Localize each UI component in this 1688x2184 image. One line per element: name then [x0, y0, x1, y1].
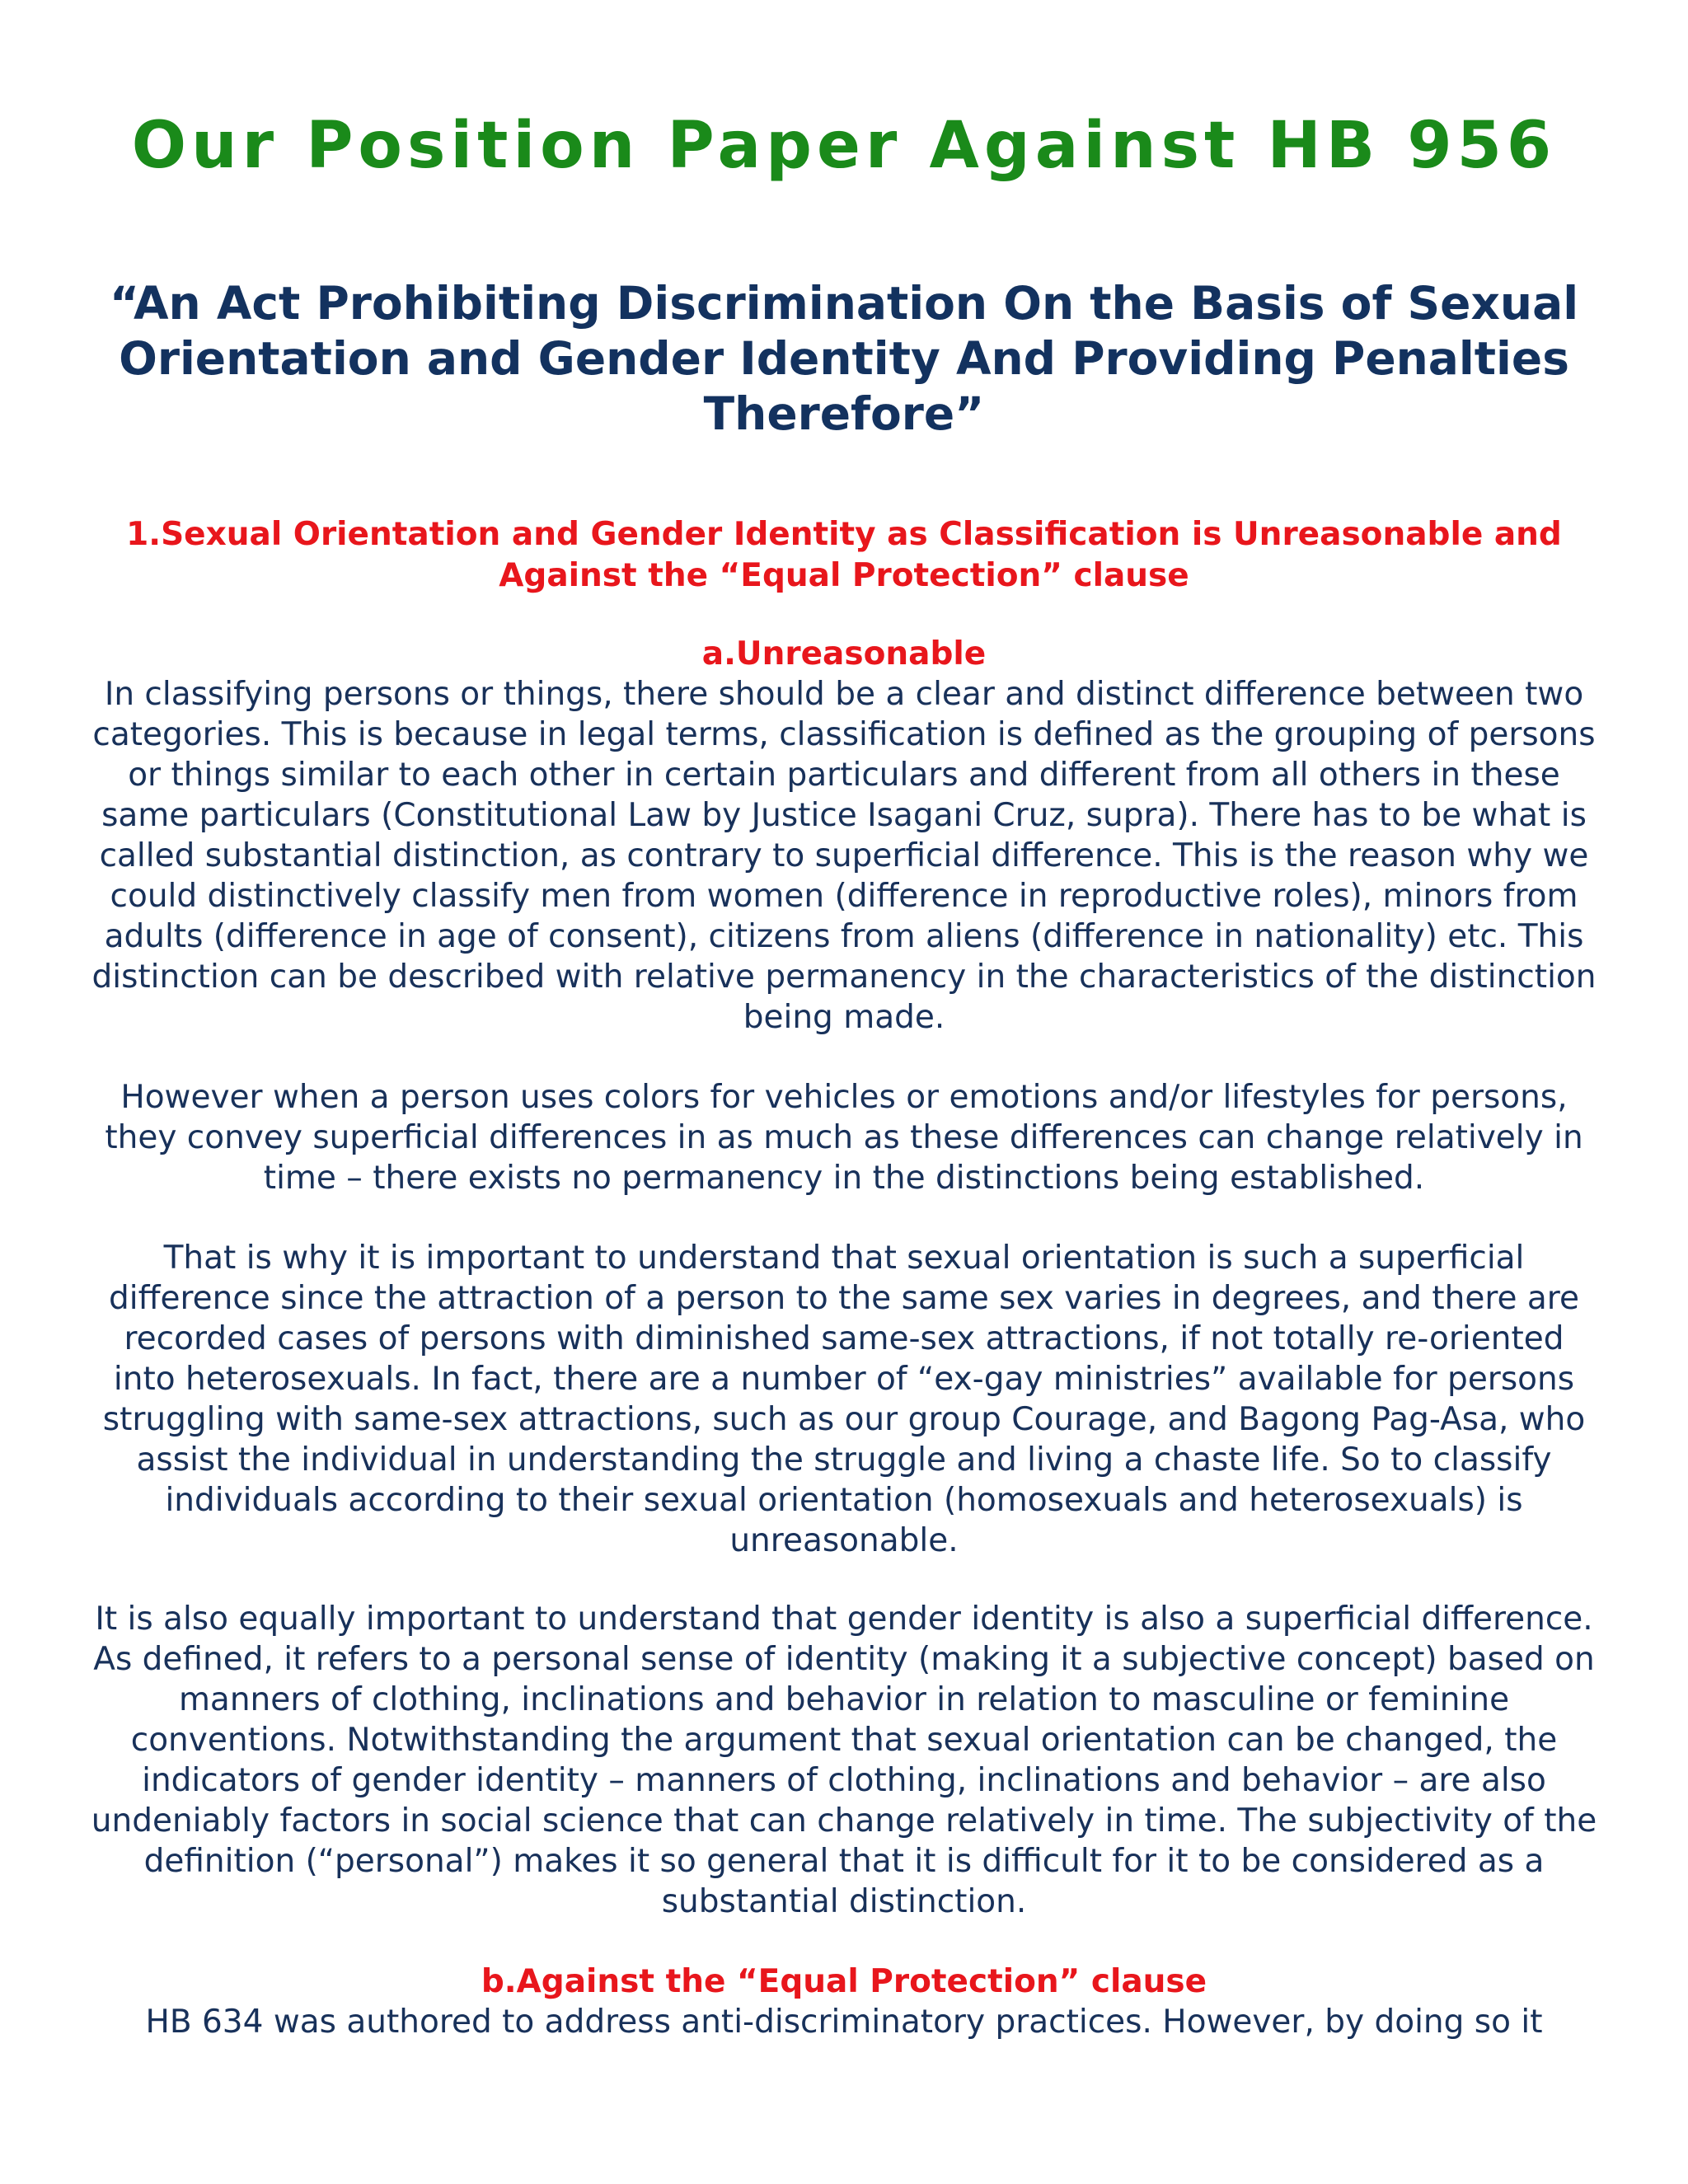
paragraph-1a-3: That is why it is important to understand that sexual orientation is such a superficial difference since the attraction of a person to the same sex varies in degrees, and there are recorded cases of persons with diminished same-sex attractions, if not totally re-oriented into heterosexuals. In fact, there are a number of “ex-gay ministries” available for persons struggling with same-sex attractions, such as our group Courage, and Bagong Pag-Asa, who assist the individual in understanding the struggle and living a chaste life. So to classify individuals according to their sexual orientation (homosexuals and heterosexuals) is unreasonable.	[102, 1240, 1586, 1559]
paragraph-1a-4: It is also equally important to understand that gender identity is also a superficial difference. As defined, it refers to a personal sense of identity (making it a subjective concept) based on manners of clothing, inclinations and behavior in relation to masculine or feminine conventions. Notwithstanding the argument that sexual orientation can be changed, the indicators of gender identity – manners of clothing, inclinations and behavior – are also undeniably factors in social science that can change relatively in time. The subjectivity of the definition (“personal”) makes it so general that it is difficult for it to be considered as a substantial distinction.	[91, 1601, 1597, 1920]
section-1b-block	[91, 1961, 1597, 2042]
document-subtitle: “An Act Prohibiting Discrimination On the Basis of Sexual Orientation and Gender Identity And Providing Penalties Therefore”	[109, 277, 1579, 440]
page-title: Our Position Paper Against HB 956	[131, 109, 1557, 183]
paragraph-1a-1: In classifying persons or things, there should be a clear and distinct difference between two categories. This is because in legal terms, classification is defined as the grouping of persons or things similar to each other in certain particulars and different from all others in these same particulars (Constitutional Law by Justice Isagani Cruz, supra). There has to be what is called substantial distinction, as contrary to superficial difference. This is the reason why we could distinctively classify men from women (difference in reproductive roles), minors from adults (difference in age of consent), citizens from aliens (difference in nationality) etc. This distinction can be described with relative permanency in the characteristics of the distinction being made.	[91, 676, 1597, 1036]
section-1a-block	[91, 634, 1597, 1038]
section-1-heading: 1.Sexual Orientation and Gender Identity as Classification is Unreasonable and Against the “Equal Protection” clause	[126, 516, 1562, 594]
paragraph-1a-2: However when a person uses colors for vehicles or emotions and/or lifestyles for persons, they convey superficial differences in as much as these differences can change relatively in time – there exists no permanency in the distinctions being established.	[105, 1079, 1583, 1197]
section-1b-heading: b.Against the “Equal Protection” clause	[481, 1963, 1207, 2000]
paragraph-1a-4-block	[91, 1599, 1597, 1922]
section-1a-heading: a.Unreasonable	[701, 635, 987, 673]
paragraph-1a-3-block	[91, 1238, 1597, 1561]
paragraph-1a-2-block	[91, 1077, 1597, 1198]
paragraph-1b-1: HB 634 was authored to address anti-discriminatory practices. However, by doing so it	[145, 2004, 1543, 2041]
